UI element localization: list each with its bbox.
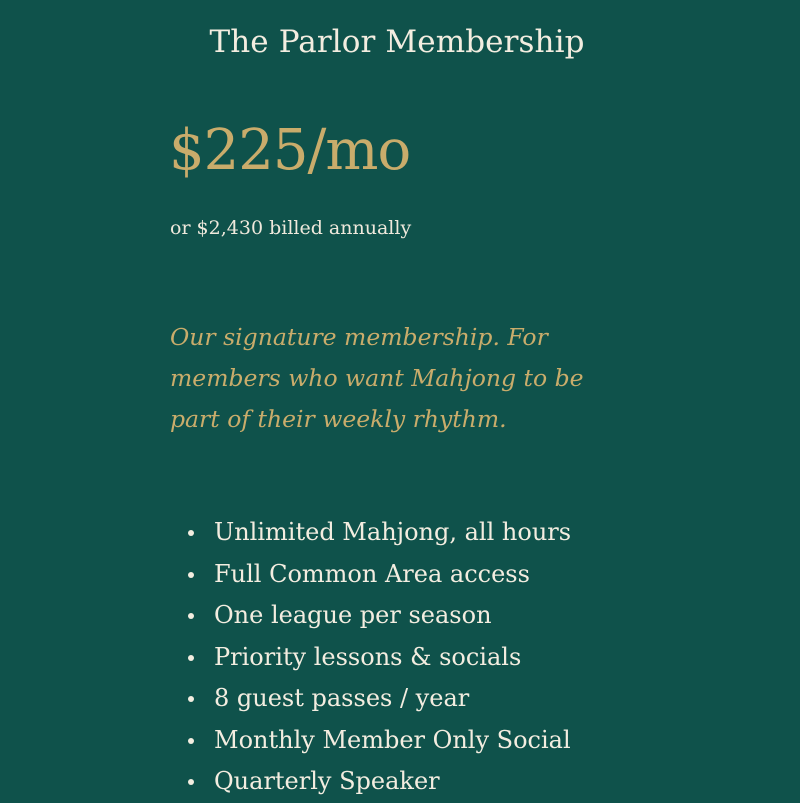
bullet-icon: [188, 613, 194, 619]
feature-list: [170, 512, 730, 803]
feature-item: [170, 720, 730, 762]
feature-text: Full Common Area access: [214, 559, 530, 588]
feature-item: [170, 554, 730, 596]
feature-item: [170, 761, 730, 803]
annual-price-note: or $2,430 billed annually: [170, 217, 412, 239]
feature-text: Quarterly Speaker: [214, 767, 440, 795]
membership-title: The Parlor Membership: [209, 24, 585, 60]
feature-item: [170, 678, 730, 720]
feature-item: [170, 637, 730, 679]
bullet-icon: [188, 696, 194, 702]
feature-text: Unlimited Mahjong, all hours: [214, 518, 572, 546]
feature-text: One league per season: [214, 601, 492, 629]
feature-text: 8 guest passes / year: [214, 684, 470, 712]
feature-item: [170, 595, 730, 637]
membership-description: Our signature membership. For members who want Mahjong to be part of their weekly rhythm.: [170, 323, 584, 433]
membership-price: $225/mo: [169, 118, 411, 183]
feature-text: Priority lessons & socials: [214, 642, 522, 671]
bullet-icon: [188, 738, 194, 744]
bullet-icon: [188, 530, 194, 536]
feature-item: [170, 512, 730, 554]
bullet-icon: [188, 572, 194, 578]
bullet-icon: [188, 655, 194, 661]
bullet-icon: [188, 779, 194, 785]
feature-text: Monthly Member Only Social: [214, 725, 571, 754]
